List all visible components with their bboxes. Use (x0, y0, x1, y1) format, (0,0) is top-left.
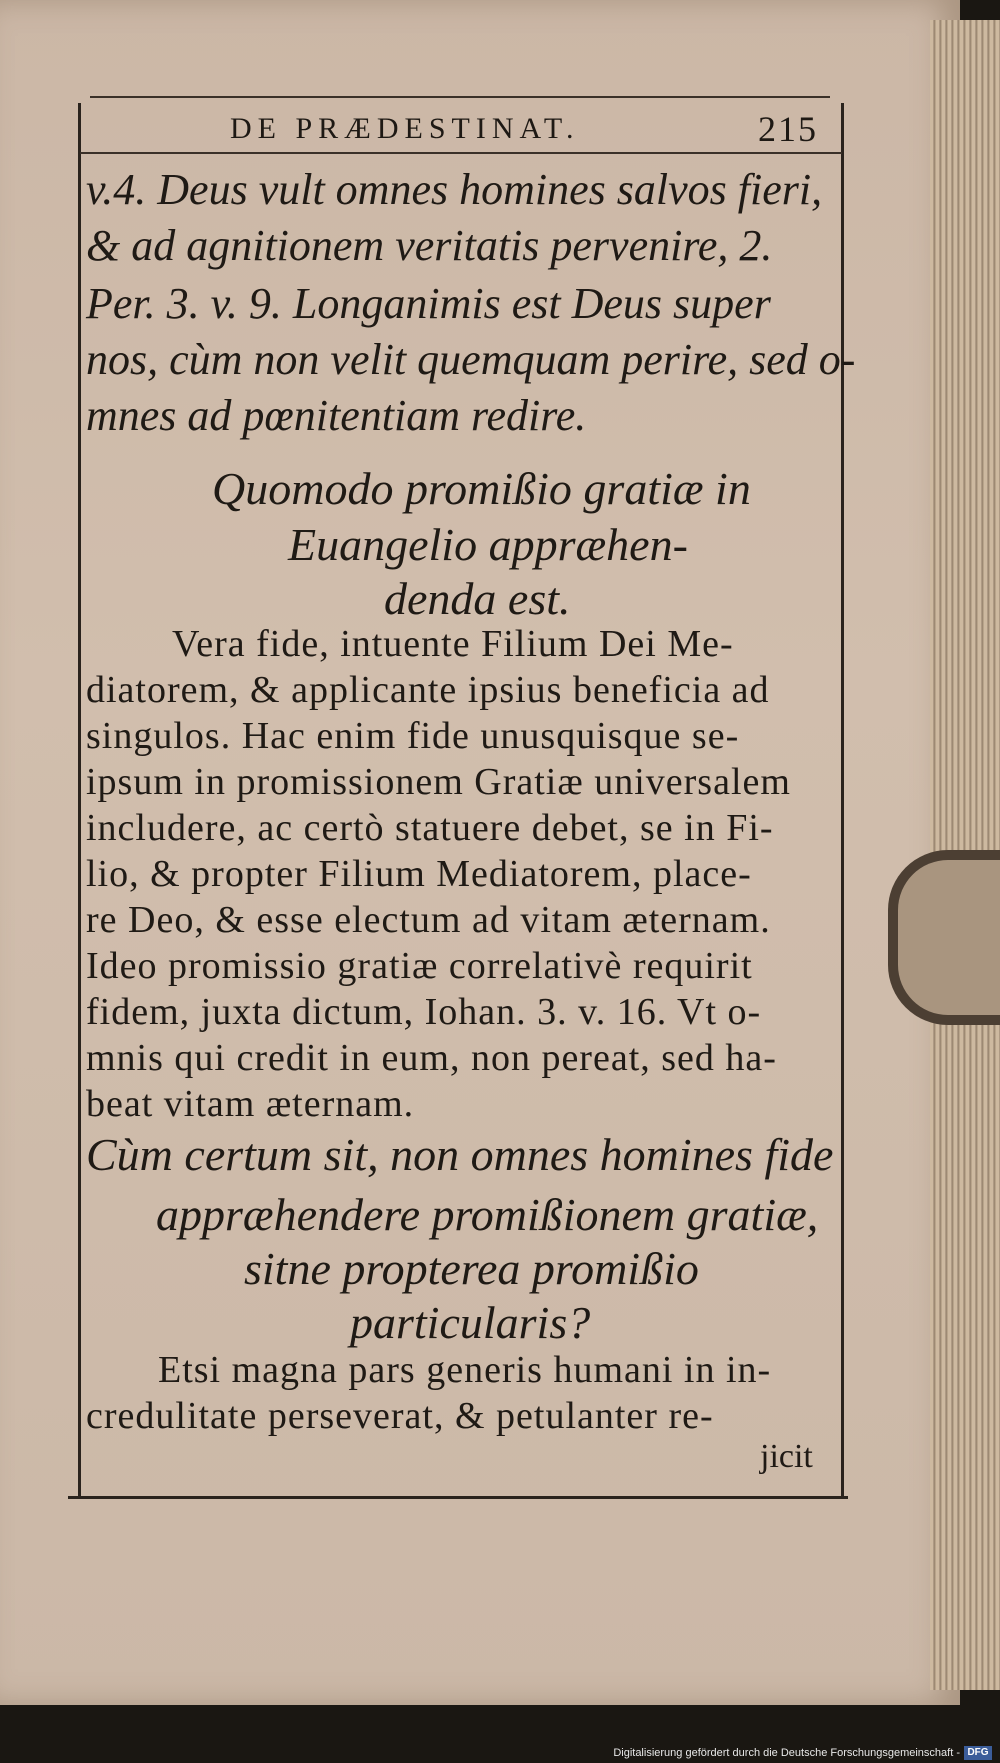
text-line: Vera fide, intuente Filium Dei Me- (172, 623, 734, 665)
text-line: includere, ac certò statuere debet, se in Fi- (86, 807, 774, 849)
text-line: Etsi magna pars generis humani in in- (158, 1349, 772, 1391)
section-heading: Euangelio appræhen- (288, 519, 688, 570)
top-rule (90, 96, 830, 98)
dfg-logo: DFG (964, 1746, 992, 1760)
section-heading: particularis? (350, 1297, 591, 1348)
text-line: nos, cùm non velit quemquam perire, sed o- (86, 335, 856, 384)
text-line: & ad agnitionem veritatis pervenire, 2. (86, 221, 773, 270)
text-line: diatorem, & applicante ipsius beneficia ad (86, 669, 770, 711)
text-line: mnes ad pœnitentiam redire. (86, 391, 587, 440)
text-line: singulos. Hac enim fide unusquisque se- (86, 715, 740, 757)
section-heading: appræhendere promißionem gratiæ, (156, 1189, 819, 1240)
running-head: DE PRÆDESTINAT. (230, 112, 580, 145)
page-number: 215 (758, 109, 818, 149)
header-rule (80, 152, 842, 154)
text-line: mnis qui credit in eum, non pereat, sed ha- (86, 1037, 777, 1079)
text-line: ipsum in promissionem Gratiæ universalem (86, 761, 791, 803)
section-heading: sitne propterea promißio (244, 1243, 699, 1294)
text-line: fidem, juxta dictum, Iohan. 3. v. 16. Vt o- (86, 991, 762, 1033)
section-heading: Quomodo promißio gratiæ in (212, 463, 751, 514)
text-line: Ideo promissio gratiæ correlativè requirit (86, 945, 753, 987)
catchword: jicit (760, 1438, 813, 1475)
text-line: credulitate perseverat, & petulanter re- (86, 1395, 714, 1437)
text-line: Per. 3. v. 9. Longanimis est Deus super (86, 279, 771, 328)
section-heading: Cùm certum sit, non omnes homines fide (86, 1129, 834, 1180)
text-line: beat vitam æternam. (86, 1083, 415, 1125)
text-line: v.4. Deus vult omnes homines salvos fieri, (86, 165, 823, 214)
text-line: lio, & propter Filium Mediatorem, place- (86, 853, 752, 895)
footer-credit: Digitalisierung gefördert durch die Deutsche Forschungsgemeinschaft - (613, 1747, 960, 1759)
section-heading: denda est. (384, 573, 571, 624)
text-line: re Deo, & esse electum ad vitam æternam. (86, 899, 771, 941)
bottom-rule (68, 1496, 848, 1499)
bookmark-clasp (888, 850, 1000, 1025)
